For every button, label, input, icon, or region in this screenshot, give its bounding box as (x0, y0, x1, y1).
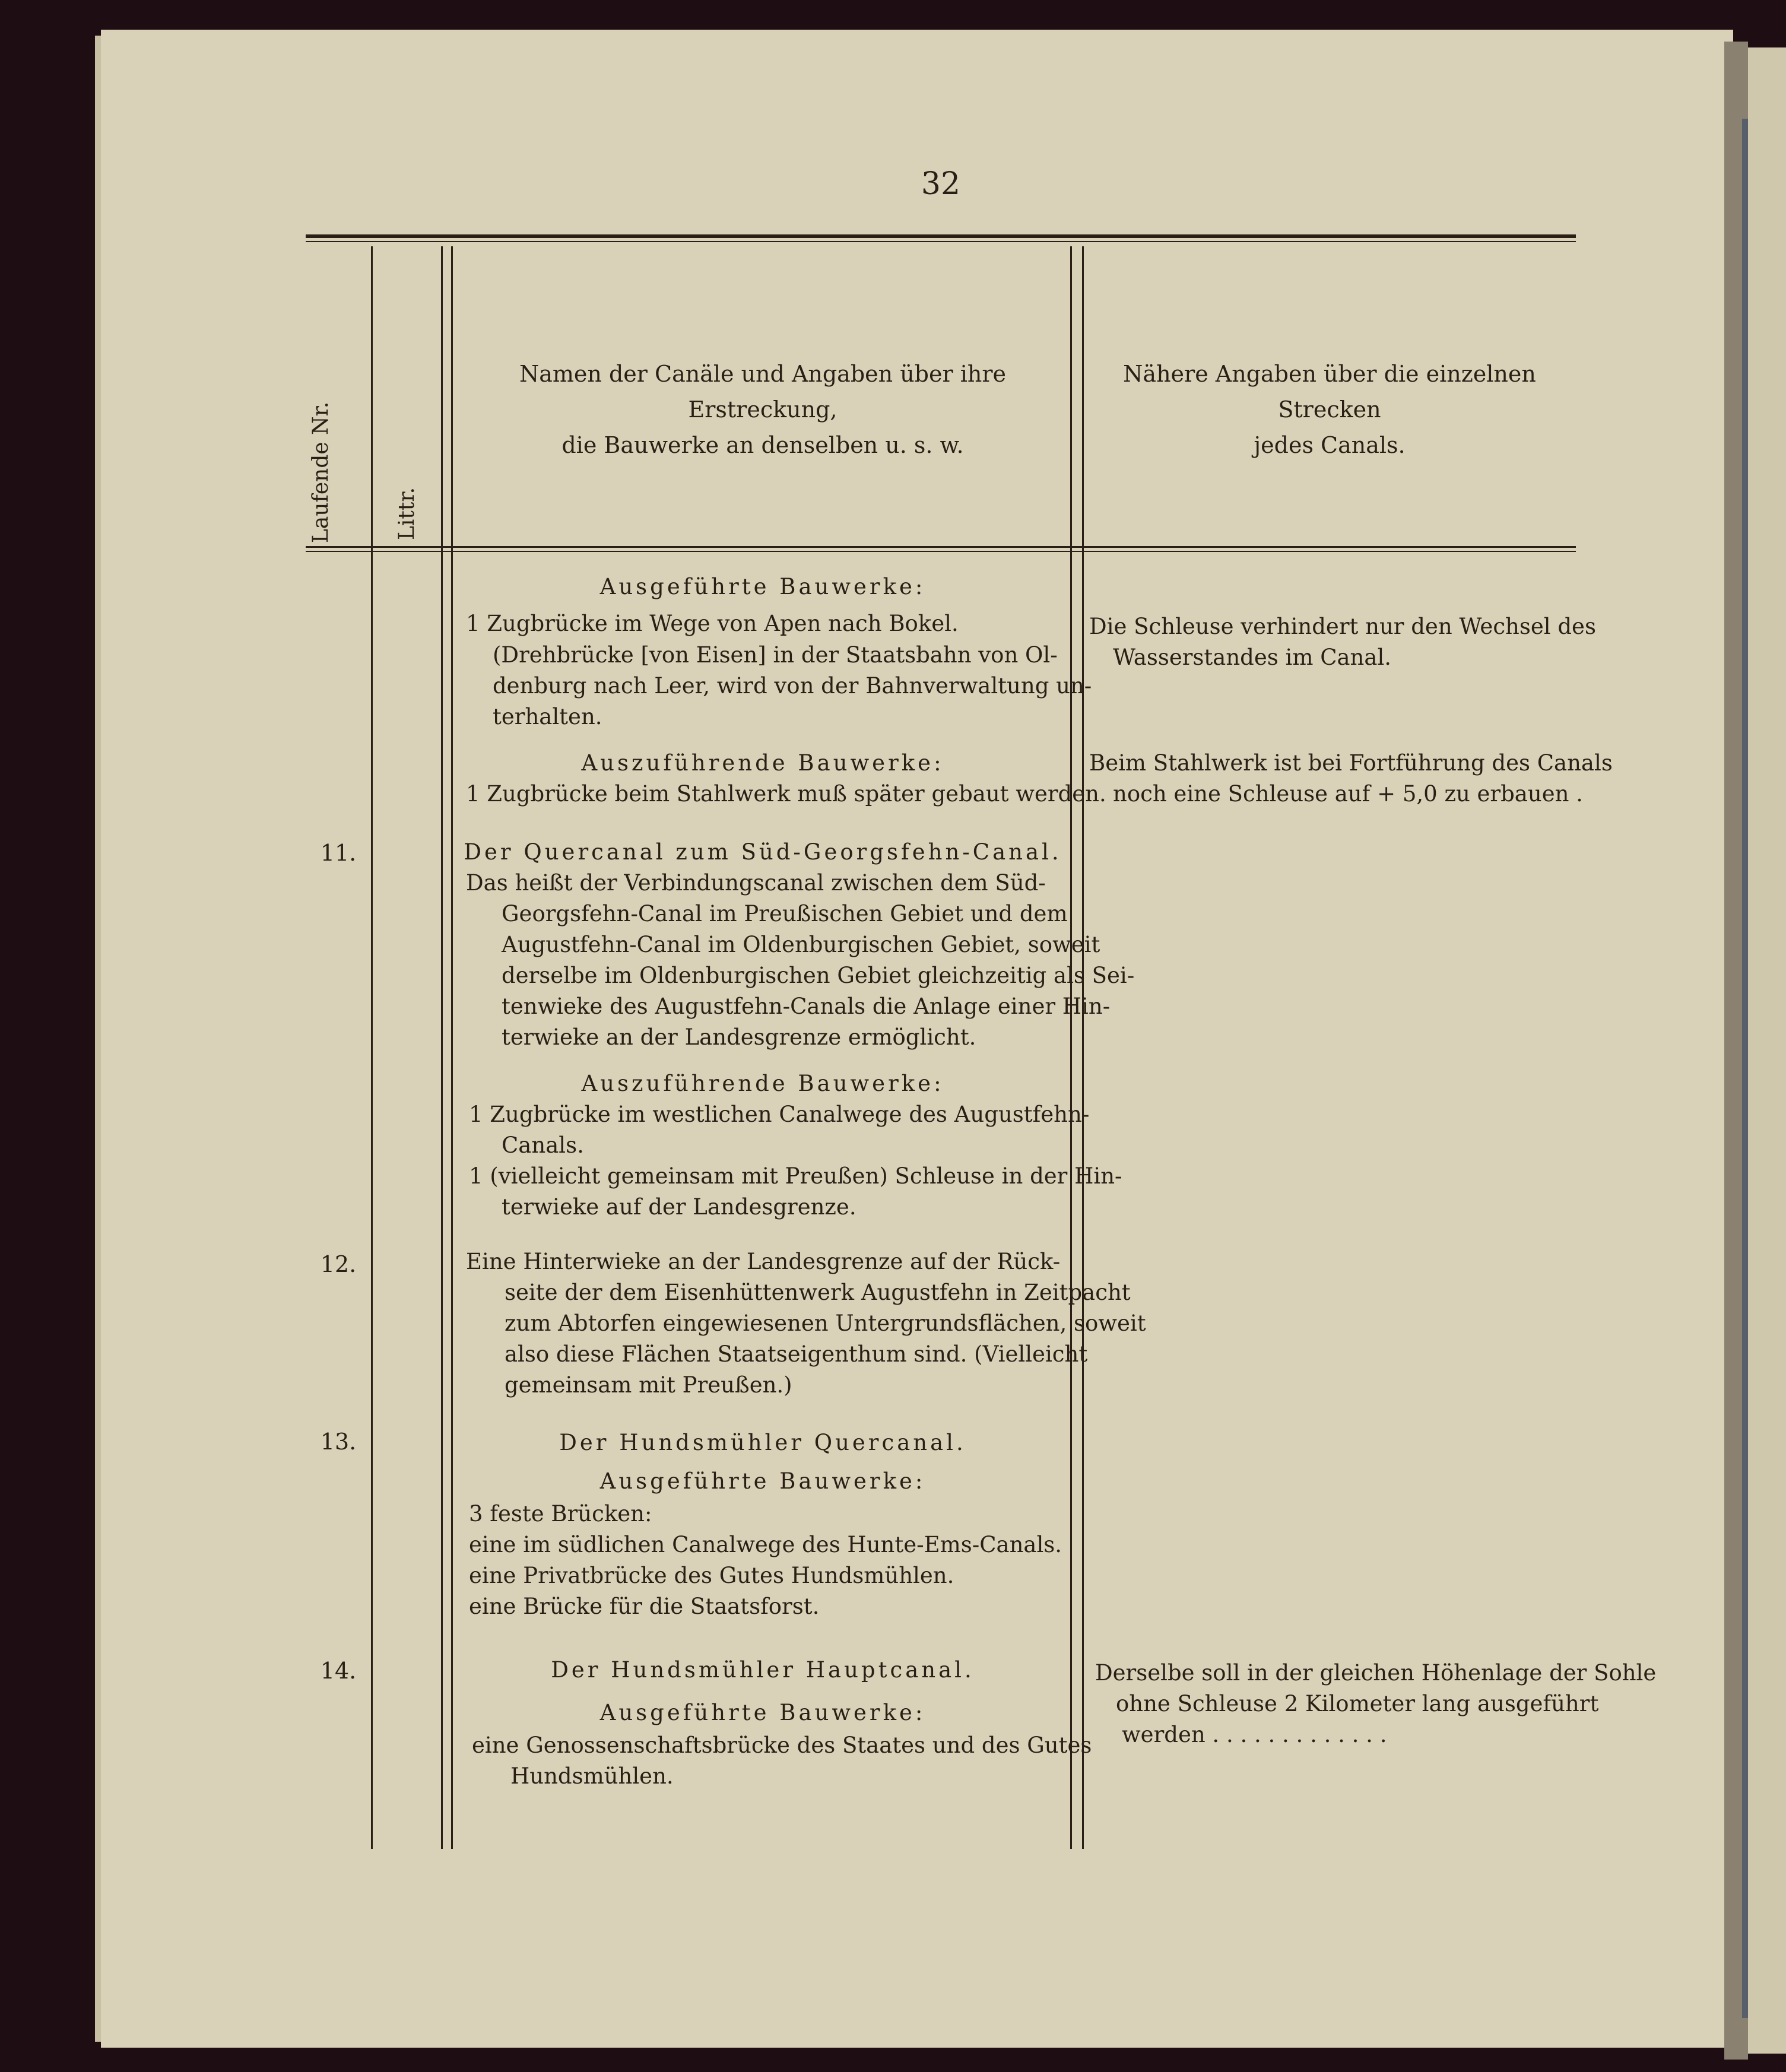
header-canal-names-line2: die Bauwerke an denselben u. s. w. (562, 432, 964, 458)
row-11-number: 11. (320, 840, 357, 866)
divider-3 (451, 246, 453, 1849)
block0-title2: Auszuführende Bauwerke: (581, 750, 944, 776)
divider-1 (371, 246, 373, 1849)
block0-line1: 1 Zugbrücke im Wege von Apen nach Bokel. (466, 611, 959, 636)
header-details (1086, 356, 1573, 463)
row-13-line4: eine Brücke für die Staatsforst. (469, 1594, 820, 1619)
row-13-line1: 3 feste Brücken: (469, 1501, 652, 1527)
row-12-line3: zum Abtorfen eingewiesenen Untergrundsflächen, soweit (505, 1311, 1146, 1336)
row-11-line6: terwieke an der Landesgrenze ermöglicht. (502, 1024, 976, 1050)
row-12-line1: Eine Hinterwieke an der Landesgrenze auf der Rück- (466, 1249, 1061, 1274)
row-11-line10: terwieke auf der Landesgrenze. (502, 1194, 856, 1220)
row-14-note-line2: ohne Schleuse 2 Kilometer lang ausgeführt (1116, 1691, 1599, 1716)
row-13-title: Der Hundsmühler Quercanal. (559, 1430, 966, 1455)
block0-note1-line2: Wasserstandes im Canal. (1113, 645, 1392, 670)
row-14-subtitle: Ausgeführte Bauwerke: (599, 1700, 926, 1725)
facing-page-edge (1748, 47, 1786, 2054)
block0-note2-line2: noch eine Schleuse auf + 5,0 zu erbauen . (1113, 781, 1583, 807)
row-13-line3: eine Privatbrücke des Gutes Hundsmühlen. (469, 1563, 954, 1588)
row-13-line2: eine im südlichen Canalwege des Hunte-Ems-Canals. (469, 1532, 1062, 1557)
block0-line5: 1 Zugbrücke beim Stahlwerk muß später gebaut werden. (466, 781, 1106, 807)
row-11-line8: Canals. (502, 1132, 584, 1158)
row-14-line2: Hundsmühlen. (510, 1763, 674, 1789)
row-11-line4: derselbe im Oldenburgischen Gebiet gleichzeitig als Sei- (502, 963, 1135, 988)
row-12-line5: gemeinsam mit Preußen.) (505, 1372, 792, 1398)
row-13-subtitle: Ausgeführte Bauwerke: (599, 1468, 926, 1494)
header-bottom-rule (306, 546, 1576, 548)
row-13-number: 13. (320, 1429, 357, 1455)
divider-5 (1082, 246, 1084, 1849)
row-11-title: Der Quercanal zum Süd-Georgsfehn-Canal. (464, 839, 1062, 865)
row-14-number: 14. (320, 1658, 357, 1684)
header-details-line2: jedes Canals. (1254, 432, 1406, 458)
block0-note2-line1: Beim Stahlwerk ist bei Fortführung des Canals (1089, 750, 1613, 776)
divider-2 (441, 246, 443, 1849)
row-11-line3: Augustfehn-Canal im Oldenburgischen Gebiet, soweit (502, 932, 1100, 957)
row-12-line4: also diese Flächen Staatseigenthum sind. (Vielleicht (505, 1341, 1088, 1367)
header-details-line1: Nähere Angaben über die einzelnen Strecken (1123, 361, 1536, 423)
row-14-title: Der Hundsmühler Hauptcanal. (551, 1657, 975, 1683)
divider-4 (1070, 246, 1072, 1849)
row-11-line7: 1 Zugbrücke im westlichen Canalwege des Augustfehn- (469, 1102, 1090, 1127)
row-11-line2: Georgsfehn-Canal im Preußischen Gebiet und dem (502, 901, 1068, 926)
row-11-line9: 1 (vielleicht gemeinsam mit Preußen) Schleuse in der Hin- (469, 1163, 1122, 1189)
header-canal-names (457, 356, 1068, 463)
top-rule-thick (306, 234, 1576, 238)
binding-edge (1742, 119, 1748, 2018)
block0-line3: denburg nach Leer, wird von der Bahnverwaltung un- (493, 673, 1092, 699)
page-number: 32 (921, 166, 961, 202)
row-14-note-line1: Derselbe soll in der gleichen Höhenlage der Sohle (1095, 1660, 1657, 1686)
header-canal-names-line1: Namen der Canäle und Angaben über ihre Erstreckung, (519, 361, 1007, 423)
row-14-line1: eine Genossenschaftsbrücke des Staates und des Gutes (472, 1733, 1092, 1758)
header-bottom-rule-2 (306, 551, 1576, 552)
row-12-line2: seite der dem Eisenhüttenwerk Augustfehn in Zeitpacht (505, 1280, 1131, 1305)
row-11-subtitle: Auszuführende Bauwerke: (581, 1071, 944, 1096)
header-laufende-nr: Laufende Nr. (309, 401, 333, 543)
block0-line2: (Drehbrücke [von Eisen] in der Staatsbahn von Ol- (493, 642, 1058, 668)
row-14-note-line3: werden . . . . . . . . . . . . . (1122, 1722, 1387, 1747)
top-rule-thin (306, 241, 1576, 242)
block0-title: Ausgeführte Bauwerke: (599, 574, 926, 599)
block0-line4: terhalten. (493, 704, 602, 729)
block0-note1-line1: Die Schleuse verhindert nur den Wechsel des (1089, 614, 1596, 639)
row-12-number: 12. (320, 1251, 357, 1277)
header-littr: Littr. (395, 487, 419, 540)
row-11-line5: tenwieke des Augustfehn-Canals die Anlage einer Hin- (502, 994, 1111, 1019)
row-11-line1: Das heißt der Verbindungscanal zwischen dem Süd- (466, 870, 1046, 896)
